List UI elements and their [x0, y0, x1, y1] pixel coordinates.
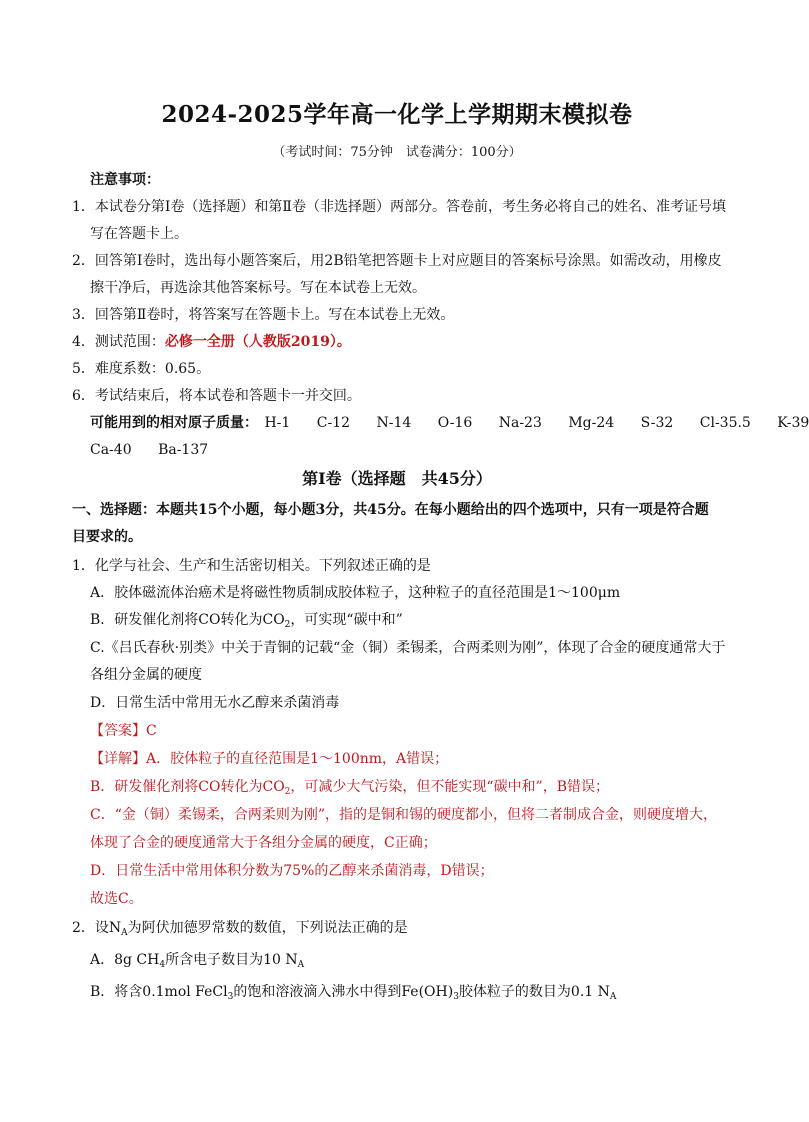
option-text: ，可实现“碳中和”: [290, 612, 403, 628]
notice-item-1-cont: 写在答题卡上。: [90, 226, 188, 242]
atom-mass: Ca-40: [90, 442, 132, 458]
subscript: A: [121, 928, 128, 938]
test-range-value: 必修一全册（人教版2019）。: [164, 334, 351, 350]
question-2-option-b: [90, 982, 616, 1007]
notice-item-6: 6．考试结束后，将本试卷和答题卡一并交回。: [72, 388, 361, 404]
notice-item-4: [72, 332, 351, 352]
notice-item-5: 5．难度系数：0.65。: [72, 361, 211, 377]
option-text: B．将含0.1mol FeCl: [90, 984, 228, 1000]
option-text: 的饱和溶液滴入沸水中得到Fe(OH): [233, 984, 454, 1000]
question-1-explanation-c: C．“金（铜）柔锡柔，合两柔则为刚”，指的是铜和锡的硬度都小，但将二者制成合金，则硬度增大，: [90, 807, 718, 823]
page-title: 2024-2025学年高一化学上学期期末模拟卷: [161, 101, 633, 128]
test-range-label: 4．测试范围：: [72, 334, 165, 350]
question-1-conclusion: 故选C。: [90, 891, 143, 907]
atom-mass: N-14: [376, 415, 412, 431]
question-1-option-c-cont: 各组分金属的硬度: [90, 667, 202, 683]
question-1-explanation-d: D．日常生活中常用体积分数为75%的乙醇来杀菌消毒，D错误；: [90, 863, 494, 879]
explanation-text: ，可减少大气污染，但不能实现“碳中和”，B错误；: [290, 779, 610, 795]
stem-text: 为阿伏加德罗常数的数值，下列说法正确的是: [127, 920, 408, 936]
question-1-explanation: 【详解】A．胶体粒子的直径范围是1～100nm，A错误；: [90, 751, 449, 767]
subscript: 3: [227, 992, 234, 1002]
question-1-explanation-c-cont: 体现了合金的硬度通常大于各组分金属的硬度，C正确；: [90, 835, 437, 851]
option-text: A．8g CH: [90, 952, 160, 968]
option-text: 所含电子数目为10 N: [165, 952, 298, 968]
atom-mass: Na-23: [498, 415, 542, 431]
atom-mass: C-12: [316, 415, 351, 431]
question-2-stem: [72, 918, 408, 943]
subscript: 2: [284, 787, 291, 797]
atom-mass: O-16: [437, 415, 473, 431]
subscript: 4: [159, 960, 166, 970]
question-1-stem: 1．化学与社会、生产和生活密切相关。下列叙述正确的是: [72, 558, 431, 574]
notice-item-3: 3．回答第Ⅱ卷时，将答案写在答题卡上。写在本试卷上无效。: [72, 307, 455, 323]
explanation-text: B．研发催化剂将CO转化为CO: [90, 779, 285, 795]
atom-mass: Ba-137: [158, 442, 209, 458]
notice-item-1: 1．本试卷分第Ⅰ卷（选择题）和第Ⅱ卷（非选择题）两部分。答卷前，考生务必将自己的姓名、准考证号填: [72, 199, 726, 215]
notice-heading: 注意事项：: [90, 172, 160, 188]
atom-mass: S-32: [640, 415, 674, 431]
subscript: 3: [453, 992, 459, 1002]
part-instructions: 一、选择题：本题共15个小题，每小题3分，共45分。在每小题给出的四个选项中，只有一项是符合题: [72, 502, 709, 518]
question-1-explanation-b: [90, 777, 609, 802]
subscript: A: [297, 960, 305, 970]
notice-item-2-cont: 擦干净后，再选涂其他答案标号。写在本试卷上无效。: [90, 280, 426, 296]
subscript: A: [609, 992, 617, 1002]
atomic-mass-label: 可能用到的相对原子质量：: [90, 415, 258, 431]
question-1-option-a: A．胶体磁流体治癌术是将磁性物质制成胶体粒子，这种粒子的直径范围是1～100μm: [90, 585, 621, 601]
question-1-option-d: D．日常生活中常用无水乙醇来杀菌消毒: [90, 695, 340, 711]
question-1-answer: 【答案】C: [90, 723, 157, 739]
atomic-mass-line-2: [90, 440, 208, 460]
part-instructions-cont: 目要求的。: [72, 529, 142, 545]
atom-mass: Mg-24: [568, 415, 615, 431]
stem-text: 2．设N: [72, 920, 122, 936]
question-1-option-b: [90, 610, 403, 635]
option-text: 胶体粒子的数目为0.1 N: [458, 984, 610, 1000]
atom-mass: H-1: [264, 415, 291, 431]
subscript: 2: [284, 620, 291, 630]
notice-item-2: 2．回答第Ⅰ卷时，选出每小题答案后，用2B铅笔把答题卡上对应题目的答案标号涂黑。如需改动，用橡皮: [72, 253, 722, 269]
atomic-mass-line: [90, 413, 809, 433]
atom-mass: K-39: [777, 415, 809, 431]
exam-info: （考试时间：75分钟 试卷满分：100分）: [272, 145, 522, 160]
section-title: 第Ⅰ卷（选择题 共45分）: [302, 469, 492, 488]
question-2-option-a: [90, 950, 304, 975]
atom-mass: Cl-35.5: [699, 415, 751, 431]
option-text: B．研发催化剂将CO转化为CO: [90, 612, 285, 628]
question-1-option-c: C.《吕氏春秋·别类》中关于青铜的记载“金（铜）柔锡柔，合两柔则为刚”，体现了合金的硬度通常大于: [90, 640, 726, 656]
